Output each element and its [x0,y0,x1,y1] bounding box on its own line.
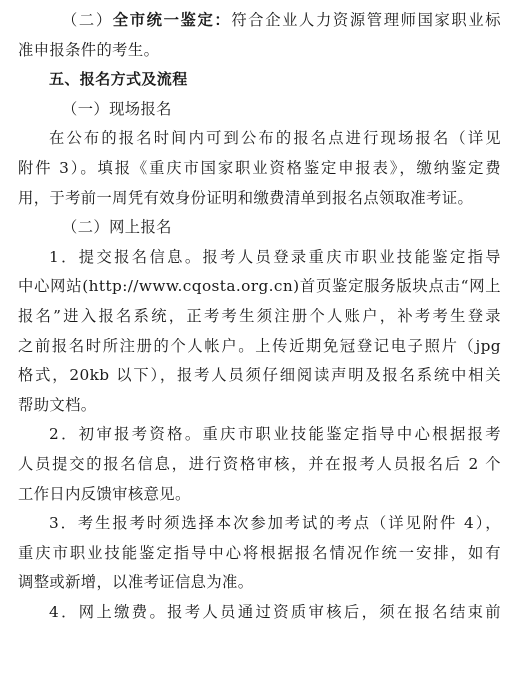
paragraph-line: 重庆市职业技能鉴定指导中心将根据报名情况作统一安排，如有 [18,543,501,562]
paragraph-line: 工作日内反馈审核意见。 [18,484,191,503]
paragraph-line: 报名”进入报名系统，正考考生须注册个人账户，补考考生登录 [18,306,501,325]
paragraph-line: 附件 3）。填报《重庆市国家职业资格鉴定申报表》，缴纳鉴定费 [18,158,501,177]
paragraph-line: 1．提交报名信息。报考人员登录重庆市职业技能鉴定指导 [49,247,501,266]
clause-prefix: （二） [62,11,113,29]
subsection-heading: （二）网上报名 [62,218,172,237]
paragraph-line: 3．考生报考时须选择本次参加考试的考点（详见附件 4）， [49,514,501,533]
paragraph-line: 用，于考前一周凭有效身份证明和缴费清单到报名点领取准考证。 [18,188,474,207]
paragraph-line: 在公布的报名时间内可到公布的报名点进行现场报名（详见 [49,129,501,148]
paragraph-line [18,6,501,36]
subsection-heading: （一）现场报名 [62,99,172,118]
paragraph-line: 人员提交的报名信息，进行资格审核，并在报考人员报名后 2 个 [18,454,501,473]
paragraph-line: 调整或新增，以准考证信息为准。 [18,573,254,592]
paragraph-line: 准申报条件的考生。 [18,40,160,59]
paragraph-line: 2．初审报考资格。重庆市职业技能鉴定指导中心根据报考 [49,425,501,444]
paragraph-line: 格式，20kb 以下），报考人员须仔细阅读声明及报名系统中相关 [18,366,501,385]
paragraph-line: 帮助文档。 [18,395,97,414]
paragraph-line: 4．网上缴费。报考人员通过资质审核后，须在报名结束前 [49,602,501,621]
paragraph-line: 中心网站(http://www.cqosta.org.cn)首页鉴定服务版块点击“网上 [18,277,501,296]
paragraph-line: 之前报名时所注册的个人帐户。上传近期免冠登记电子照片（jpg [18,336,501,355]
clause-heading: 全市统一鉴定： [112,11,232,29]
clause-text: 符合企业人力资源管理师国家职业标 [231,11,501,29]
section-heading: 五、报名方式及流程 [49,70,188,89]
